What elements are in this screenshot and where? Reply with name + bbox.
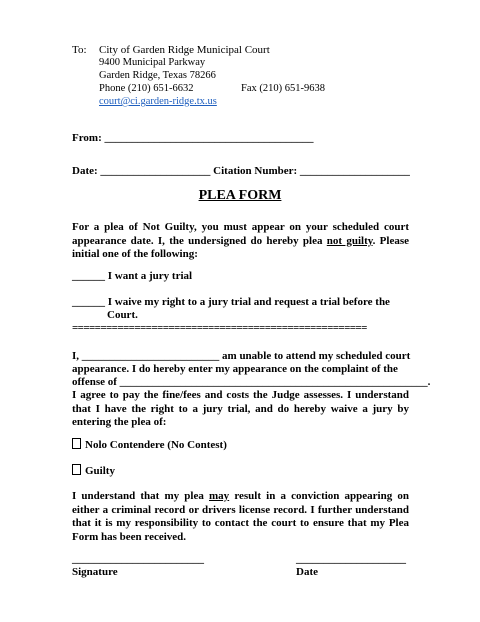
waive-jury-option[interactable]: ______ I waive my right to a jury trial and request a trial before the (72, 296, 390, 308)
separator: ==================================================== (72, 322, 367, 334)
court-name: City of Garden Ridge Municipal Court (99, 44, 270, 56)
offense-line: offense of ________________________________________________________. (72, 376, 431, 388)
nolo-contendere-option[interactable]: Nolo Contendere (No Contest) (72, 438, 227, 451)
court-email-link[interactable]: court@ci.garden-ridge.tx.us (99, 96, 217, 107)
court-city: Garden Ridge, Texas 78266 (99, 70, 216, 81)
signature-label: Signature (72, 566, 118, 578)
court-street: 9400 Municipal Parkway (99, 57, 206, 68)
page-title: PLEA FORM (198, 188, 282, 203)
agree-paragraph: I agree to pay the fine/fees and costs the Judge assesses. I understand that I have the right to a jury trial, and do hereby waive a jury by entering the plea of: (72, 389, 409, 428)
guilty-option[interactable]: Guilty (72, 464, 115, 477)
unable-attend-line1: I, _________________________ am unable to attend my scheduled court (72, 350, 411, 362)
offense-blank[interactable]: ________________________________________________________ (119, 376, 428, 388)
to-label: To: (72, 44, 87, 56)
court-fax: Fax (210) 651-9638 (241, 83, 325, 94)
date-label: Date (296, 566, 318, 578)
date-signature-field[interactable]: ____________________ (296, 553, 406, 565)
nolo-checkbox[interactable] (72, 438, 81, 449)
waive-jury-option-cont: Court. (107, 309, 138, 321)
guilty-checkbox[interactable] (72, 464, 81, 475)
understand-paragraph: I understand that my plea may result in a conviction appearing on either a criminal record or drivers license record. I further understand that it is my responsibility to contact the court to ensure that my Plea Form has been received. (72, 490, 409, 543)
from-field[interactable]: From: ______________________________________ (72, 132, 314, 144)
name-blank[interactable]: _________________________ (81, 350, 220, 362)
signature-field[interactable]: ________________________ (72, 553, 204, 565)
jury-trial-option[interactable]: ______ I want a jury trial (72, 270, 193, 282)
intro-paragraph: For a plea of Not Guilty, you must appear on your scheduled court appearance date. I, the undersigned do hereby plea not guilty. Please initial one of the following: (72, 221, 409, 260)
unable-attend-line2: appearance. I do hereby enter my appearance on the complaint of the (72, 363, 398, 375)
court-phone: Phone (210) 651-6632 (99, 83, 194, 94)
date-citation-field[interactable]: Date: ____________________ Citation Number: ____________________ (72, 165, 410, 177)
